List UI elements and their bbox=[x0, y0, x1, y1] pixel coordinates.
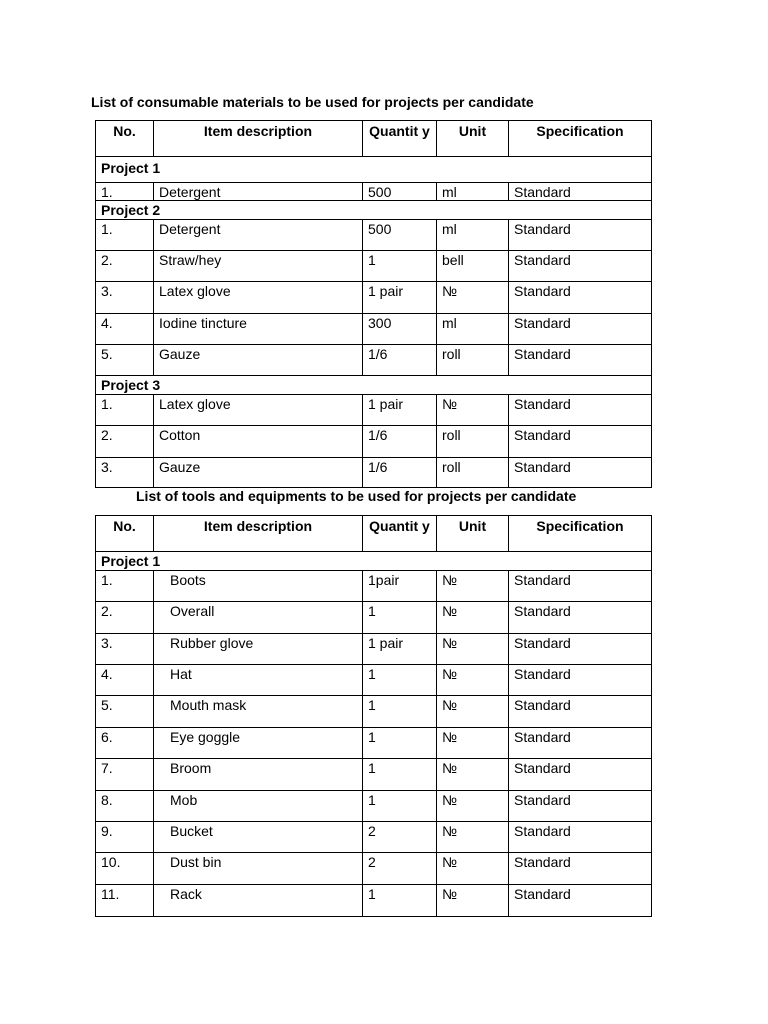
cell-specification: Standard bbox=[509, 853, 652, 885]
cell-description: Overall bbox=[154, 602, 363, 634]
table-row bbox=[96, 728, 652, 759]
table-row bbox=[96, 345, 652, 376]
table-row bbox=[96, 634, 652, 665]
table-row bbox=[96, 602, 652, 634]
cell-unit: ml bbox=[437, 183, 509, 201]
cell-description: Latex glove bbox=[154, 282, 363, 314]
table-row bbox=[96, 220, 652, 251]
table-row bbox=[96, 696, 652, 728]
project-header-row bbox=[96, 201, 652, 220]
tools-title: List of tools and equipments to be used for projects per candidate bbox=[136, 488, 577, 504]
cell-specification: Standard bbox=[509, 251, 652, 282]
cell-description: Dust bin bbox=[154, 853, 363, 885]
cell-unit: roll bbox=[437, 345, 509, 376]
table-row bbox=[96, 251, 652, 282]
header-specification: Specification bbox=[509, 121, 652, 157]
cell-specification: Standard bbox=[509, 345, 652, 376]
header-specification: Specification bbox=[509, 516, 652, 552]
cell-description: Hat bbox=[154, 665, 363, 696]
cell-no: 1. bbox=[96, 220, 154, 251]
cell-specification: Standard bbox=[509, 395, 652, 426]
cell-description: Bucket bbox=[154, 822, 363, 853]
cell-specification: Standard bbox=[509, 220, 652, 251]
table-row bbox=[96, 314, 652, 345]
cell-specification: Standard bbox=[509, 458, 652, 488]
cell-specification: Standard bbox=[509, 822, 652, 853]
cell-description: Eye goggle bbox=[154, 728, 363, 759]
cell-specification: Standard bbox=[509, 885, 652, 917]
cell-quantity: 1 bbox=[363, 251, 437, 282]
cell-specification: Standard bbox=[509, 728, 652, 759]
cell-unit: № bbox=[437, 665, 509, 696]
header-unit: Unit bbox=[437, 121, 509, 157]
cell-specification: Standard bbox=[509, 791, 652, 822]
cell-no: 3. bbox=[96, 458, 154, 488]
cell-unit: № bbox=[437, 791, 509, 822]
cell-unit: № bbox=[437, 853, 509, 885]
header-item-description: Item description bbox=[154, 516, 363, 552]
cell-description: Iodine tincture bbox=[154, 314, 363, 345]
table-row bbox=[96, 885, 652, 917]
cell-specification: Standard bbox=[509, 602, 652, 634]
cell-description: Latex glove bbox=[154, 395, 363, 426]
cell-unit: № bbox=[437, 602, 509, 634]
cell-quantity: 500 bbox=[363, 220, 437, 251]
cell-no: 3. bbox=[96, 282, 154, 314]
cell-no: 9. bbox=[96, 822, 154, 853]
table-row bbox=[96, 395, 652, 426]
cell-unit: roll bbox=[437, 426, 509, 458]
table-row bbox=[96, 183, 652, 201]
cell-no: 2. bbox=[96, 426, 154, 458]
cell-unit: № bbox=[437, 696, 509, 728]
cell-quantity: 1 pair bbox=[363, 282, 437, 314]
cell-specification: Standard bbox=[509, 696, 652, 728]
cell-specification: Standard bbox=[509, 282, 652, 314]
cell-description: Cotton bbox=[154, 426, 363, 458]
cell-quantity: 2 bbox=[363, 822, 437, 853]
cell-quantity: 1 bbox=[363, 791, 437, 822]
cell-no: 8. bbox=[96, 791, 154, 822]
cell-description: Detergent bbox=[154, 183, 363, 201]
cell-quantity: 300 bbox=[363, 314, 437, 345]
cell-specification: Standard bbox=[509, 571, 652, 602]
cell-no: 11. bbox=[96, 885, 154, 917]
cell-unit: № bbox=[437, 759, 509, 791]
cell-unit: bell bbox=[437, 251, 509, 282]
header-unit: Unit bbox=[437, 516, 509, 552]
header-quantity: Quantit y bbox=[363, 121, 437, 157]
cell-no: 10. bbox=[96, 853, 154, 885]
table-row bbox=[96, 282, 652, 314]
cell-quantity: 1 bbox=[363, 602, 437, 634]
cell-unit: ml bbox=[437, 314, 509, 345]
cell-no: 5. bbox=[96, 345, 154, 376]
table-row bbox=[96, 759, 652, 791]
cell-specification: Standard bbox=[509, 665, 652, 696]
cell-description: Gauze bbox=[154, 458, 363, 488]
cell-description: Detergent bbox=[154, 220, 363, 251]
cell-quantity: 1/6 bbox=[363, 458, 437, 488]
cell-no: 4. bbox=[96, 314, 154, 345]
cell-quantity: 1 bbox=[363, 696, 437, 728]
consumables-title: List of consumable materials to be used for projects per candidate bbox=[91, 94, 534, 110]
cell-specification: Standard bbox=[509, 314, 652, 345]
table-row bbox=[96, 665, 652, 696]
project-label: Project 1 bbox=[96, 157, 652, 183]
table-row bbox=[96, 853, 652, 885]
tools-table bbox=[95, 515, 652, 917]
table-row bbox=[96, 426, 652, 458]
table-header-row bbox=[96, 516, 652, 552]
cell-description: Rubber glove bbox=[154, 634, 363, 665]
cell-no: 2. bbox=[96, 602, 154, 634]
consumables-table bbox=[95, 120, 652, 488]
cell-quantity: 1 bbox=[363, 885, 437, 917]
cell-quantity: 500 bbox=[363, 183, 437, 201]
cell-description: Mob bbox=[154, 791, 363, 822]
cell-unit: № bbox=[437, 634, 509, 665]
header-no: No. bbox=[96, 121, 154, 157]
table-row bbox=[96, 791, 652, 822]
cell-unit: № bbox=[437, 728, 509, 759]
cell-quantity: 1 bbox=[363, 728, 437, 759]
cell-description: Mouth mask bbox=[154, 696, 363, 728]
cell-quantity: 1 bbox=[363, 665, 437, 696]
cell-no: 7. bbox=[96, 759, 154, 791]
cell-specification: Standard bbox=[509, 426, 652, 458]
project-label: Project 2 bbox=[96, 201, 652, 220]
cell-description: Rack bbox=[154, 885, 363, 917]
cell-quantity: 2 bbox=[363, 853, 437, 885]
table-row bbox=[96, 822, 652, 853]
cell-unit: № bbox=[437, 822, 509, 853]
cell-unit: № bbox=[437, 885, 509, 917]
cell-no: 1. bbox=[96, 183, 154, 201]
project-header-row bbox=[96, 376, 652, 395]
cell-no: 3. bbox=[96, 634, 154, 665]
cell-description: Straw/hey bbox=[154, 251, 363, 282]
cell-no: 2. bbox=[96, 251, 154, 282]
cell-quantity: 1 bbox=[363, 759, 437, 791]
project-header-row bbox=[96, 552, 652, 571]
cell-specification: Standard bbox=[509, 759, 652, 791]
cell-no: 6. bbox=[96, 728, 154, 759]
header-quantity: Quantit y bbox=[363, 516, 437, 552]
cell-quantity: 1/6 bbox=[363, 426, 437, 458]
cell-no: 1. bbox=[96, 395, 154, 426]
cell-description: Broom bbox=[154, 759, 363, 791]
cell-unit: № bbox=[437, 395, 509, 426]
cell-description: Boots bbox=[154, 571, 363, 602]
cell-unit: № bbox=[437, 571, 509, 602]
project-label: Project 3 bbox=[96, 376, 652, 395]
cell-specification: Standard bbox=[509, 634, 652, 665]
header-no: No. bbox=[96, 516, 154, 552]
cell-specification: Standard bbox=[509, 183, 652, 201]
cell-unit: № bbox=[437, 282, 509, 314]
table-header-row bbox=[96, 121, 652, 157]
cell-description: Gauze bbox=[154, 345, 363, 376]
project-label: Project 1 bbox=[96, 552, 652, 571]
cell-quantity: 1pair bbox=[363, 571, 437, 602]
cell-no: 4. bbox=[96, 665, 154, 696]
project-header-row bbox=[96, 157, 652, 183]
cell-unit: roll bbox=[437, 458, 509, 488]
cell-no: 5. bbox=[96, 696, 154, 728]
cell-unit: ml bbox=[437, 220, 509, 251]
cell-quantity: 1 pair bbox=[363, 395, 437, 426]
table-row bbox=[96, 571, 652, 602]
cell-no: 1. bbox=[96, 571, 154, 602]
table-row bbox=[96, 458, 652, 488]
cell-quantity: 1 pair bbox=[363, 634, 437, 665]
header-item-description: Item description bbox=[154, 121, 363, 157]
cell-quantity: 1/6 bbox=[363, 345, 437, 376]
